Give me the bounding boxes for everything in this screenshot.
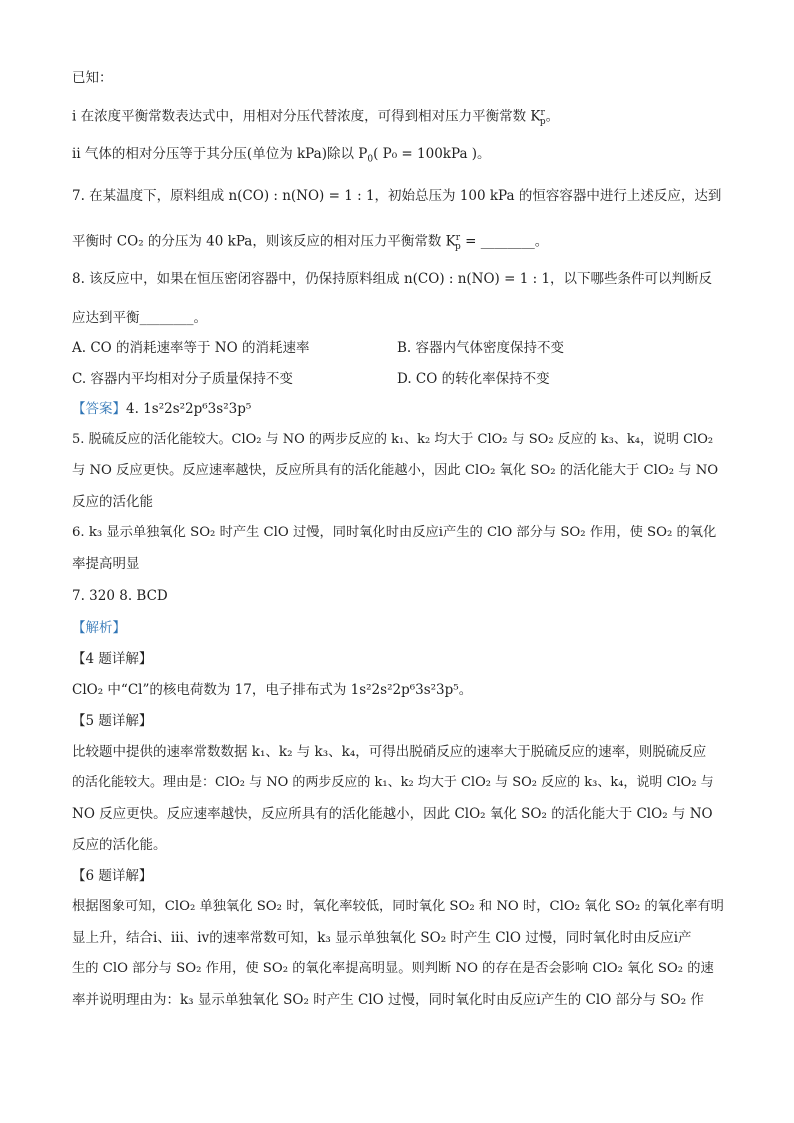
known-item-2-end: ( P₀ = 100kPa )。 [373, 146, 491, 162]
option-d: D. CO 的转化率保持不变 [397, 371, 550, 387]
known-item-1-text: ⅰ 在浓度平衡常数表达式中，用相对分压代替浓度，可得到相对压力平衡常数 K [72, 108, 541, 125]
answer-5-line-3: 反应的活化能 [72, 494, 153, 510]
detail-6-line-1: 根据图象可知，ClO₂ 单独氧化 SO₂ 时，氧化率较低，同时氧化 SO₂ 和 NO 时，ClO₂ 氧化 SO₂ 的氧化率有明 [72, 899, 724, 914]
question-7-line-1: 7. 在某温度下，原料组成 n(CO) : n(NO) = 1 : 1，初始总压为 100 kPa 的恒容容器中进行上述反应，达到 [72, 188, 722, 204]
detail-5-heading: 【5 题详解】 [72, 713, 153, 729]
known-item-1-end: 。 [545, 108, 560, 125]
kp-superscript: r [455, 233, 461, 243]
kp-subscript: p [539, 117, 546, 128]
analysis-tag: 【解析】 [72, 620, 126, 636]
answer-tag: 【答案】 [72, 401, 126, 417]
answer-6-line-1: 6. k₃ 显示单独氧化 SO₂ 时产生 ClO 过慢，同时氧化时由反应ⅰ产生的 ClO 部分与 SO₂ 作用，使 SO₂ 的氧化 [72, 525, 717, 540]
question-7-line-2-text: 平衡时 CO₂ 的分压为 40 kPa，则该反应的相对压力平衡常数 K [72, 233, 456, 250]
answer-5-line-1: 5. 脱硫反应的活化能较大。ClO₂ 与 NO 的两步反应的 k₁、k₂ 均大于 ClO₂ 与 SO₂ 反应的 k₃、k₄，说明 ClO₂ [72, 432, 714, 447]
answer-6-line-2: 率提高明显 [72, 556, 140, 572]
answer-5-line-2: 与 NO 反应更快。反应速率越快，反应所具有的活化能越小，因此 ClO₂ 氧化 SO₂ 的活化能大于 ClO₂ 与 NO [72, 463, 719, 478]
detail-5-line-3: NO 反应更快。反应速率越快，反应所具有的活化能越小，因此 ClO₂ 氧化 SO₂ 的活化能大于 ClO₂ 与 NO [72, 806, 713, 822]
detail-5-line-1: 比较题中提供的速率常数数据 k₁、k₂ 与 k₃、k₄，可得出脱硝反应的速率大于脱硫反应的速率，则脱硫反应 [72, 744, 707, 760]
option-a: A. CO 的消耗速率等于 NO 的消耗速率 [72, 340, 310, 356]
detail-5-line-4: 反应的活化能。 [72, 837, 167, 853]
detail-6-heading: 【6 题详解】 [72, 868, 153, 884]
answer-line-4 [72, 399, 251, 419]
option-b: B. 容器内气体密度保持不变 [397, 340, 565, 356]
known-item-1 [72, 103, 559, 132]
question-7-blank: = ________。 [460, 233, 549, 250]
detail-6-line-4: 率并说明理由为：k₃ 显示单独氧化 SO₂ 时产生 ClO 过慢，同时氧化时由反应ⅰ产生的 ClO 部分与 SO₂ 作 [72, 992, 704, 1008]
detail-4-text: ClO₂ 中“Cl”的核电荷数为 17，电子排布式为 1s²2s²2p⁶3s²3p⁵。 [72, 682, 473, 698]
question-8-line-2: 应达到平衡________。 [72, 310, 207, 326]
known-label: 已知： [72, 70, 113, 86]
answer-4: 4. 1s²2s²2p⁶3s²3p⁵ [126, 401, 252, 417]
detail-5-line-2: 的活化能较大。理由是：ClO₂ 与 NO 的两步反应的 k₁、k₂ 均大于 ClO₂ 与 SO₂ 反应的 k₃、k₄，说明 ClO₂ 与 [72, 775, 714, 790]
detail-6-line-3: 生的 ClO 部分与 SO₂ 作用，使 SO₂ 的氧化率提高明显。则判断 NO 的存在是否会影响 ClO₂ 氧化 SO₂ 的速 [72, 961, 714, 976]
kp-superscript: r [540, 108, 545, 118]
answer-7-8: 7. 320 8. BCD [72, 588, 168, 604]
detail-4-heading: 【4 题详解】 [72, 651, 153, 667]
detail-6-line-2: 显上升，结合ⅰ、ⅲ、ⅳ的速率常数可知，k₃ 显示单独氧化 SO₂ 时产生 ClO 过慢，同时氧化时由反应ⅰ产 [72, 930, 692, 946]
question-7-line-2 [72, 228, 548, 257]
known-item-2 [72, 144, 491, 170]
known-item-2-text: ⅱ 气体的相对分压等于其分压(单位为 kPa)除以 P [72, 146, 368, 162]
kp-subscript: p [455, 242, 461, 253]
p0-subscript: 0 [367, 154, 374, 165]
option-c: C. 容器内平均相对分子质量保持不变 [72, 371, 293, 387]
question-8-line-1: 8. 该反应中，如果在恒压密闭容器中，仍保持原料组成 n(CO) : n(NO) = 1 : 1，以下哪些条件可以判断反 [72, 271, 713, 287]
